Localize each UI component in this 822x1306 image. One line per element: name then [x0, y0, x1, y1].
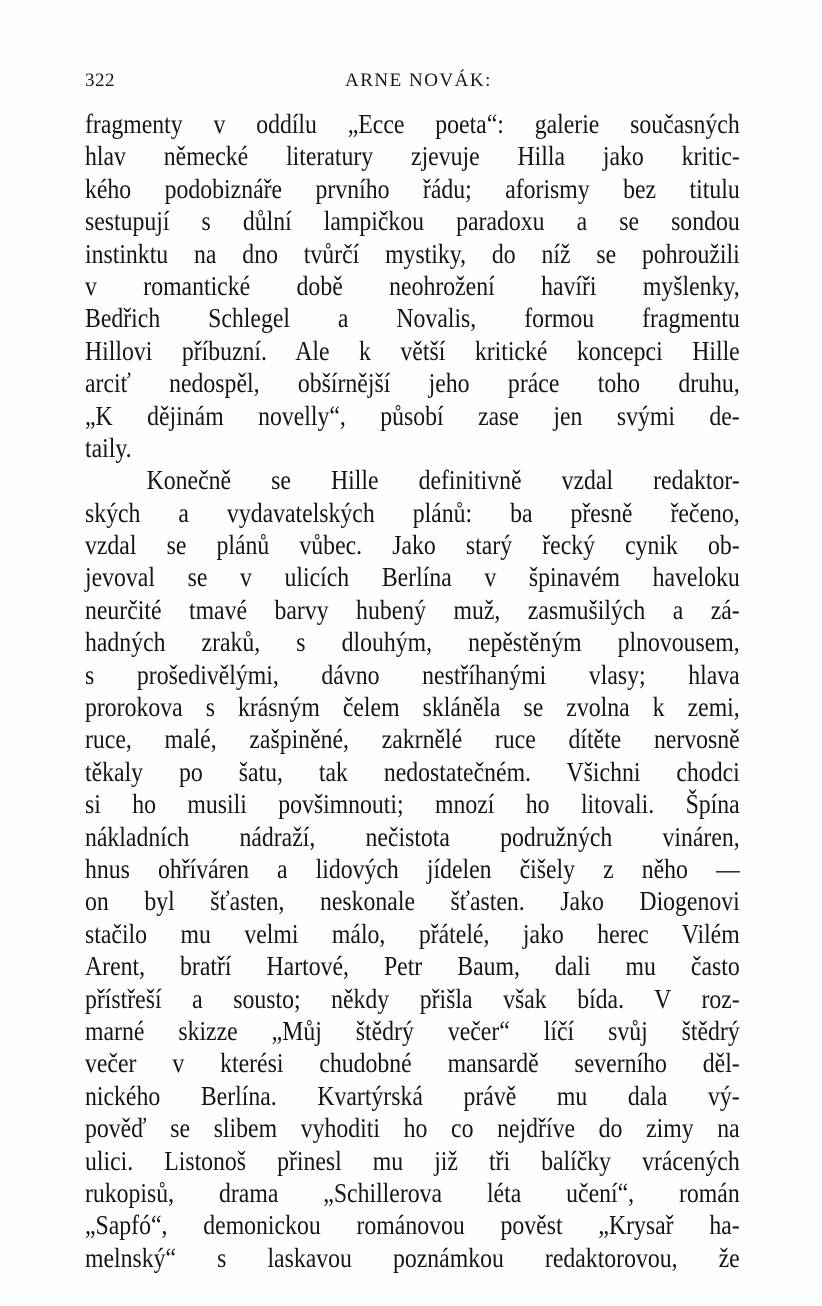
text-line: prorokova s krásným čelem skláněla se zvolna k zemi,	[85, 692, 740, 723]
text-line: neurčité tmavé barvy hubený muž, zasmušilých a zá-	[85, 594, 740, 625]
text-line: „K dějinám novelly“, působí zase jen svými de-	[85, 400, 740, 431]
text-line: večer v kterési chudobné mansardě severního děl-	[85, 1048, 740, 1079]
text-line: hlav německé literatury zjevuje Hilla jako kritic-	[85, 141, 740, 172]
text-line: sestupují s důlní lampičkou paradoxu a se sondou	[85, 206, 740, 237]
text-line: Hillovi příbuzní. Ale k větší kritické koncepci Hille	[85, 335, 740, 366]
text-line: taily.	[85, 432, 132, 463]
text-line: rukopisů, drama „Schillerova léta učení“, román	[85, 1177, 740, 1208]
text-line: si ho musili povšimnouti; mnozí ho litovali. Špína	[85, 789, 740, 820]
text-line: kého podobiznáře prvního řádu; aforismy bez titulu	[85, 173, 740, 204]
text-line: hadných zraků, s dlouhým, nepěstěným plnovousem,	[85, 627, 740, 658]
text-line: pověď se slibem vyhoditi ho co nejdříve do zimy na	[85, 1113, 740, 1144]
text-line: ruce, malé, zašpiněné, zakrnělé ruce dítěte nervosně	[85, 724, 740, 755]
text-line: Konečně se Hille definitivně vzdal redaktor-	[146, 465, 740, 496]
text-line: ských a vydavatelských plánů: ba přesně řečeno,	[85, 497, 740, 528]
text-line: hnus ohříváren a lidových jídelen čišely z něho —	[85, 853, 740, 884]
text-line: nákladních nádraží, nečistota podružných vináren,	[85, 821, 740, 852]
text-line: jevoval se v ulicích Berlína v špinavém haveloku	[85, 562, 740, 593]
running-head: ARNE NOVÁK:	[345, 70, 492, 91]
body-text	[85, 108, 740, 1274]
page-number: 322	[85, 70, 115, 91]
text-line: on byl šťasten, neskonale šťasten. Jako Diogenovi	[85, 886, 740, 917]
text-line: melnský“ s laskavou poznámkou redaktorovou, že	[85, 1242, 740, 1273]
text-line: ulici. Listonoš přinesl mu již tři balíčky vrácených	[85, 1145, 740, 1176]
text-line: arciť nedospěl, obšírnější jeho práce toho druhu,	[85, 368, 740, 399]
text-line: nického Berlína. Kvartýrská právě mu dala vý-	[85, 1080, 740, 1111]
text-line: fragmenty v oddílu „Ecce poeta“: galerie současných	[85, 109, 740, 139]
text-line: vzdal se plánů vůbec. Jako starý řecký cynik ob-	[85, 530, 740, 561]
text-line: Arent, bratří Hartové, Petr Baum, dali mu často	[85, 951, 740, 982]
text-line: v romantické době neohrožení havíři myšlenky,	[85, 270, 740, 301]
text-line: „Sapfó“, demonickou románovou pověst „Krysař ha-	[85, 1210, 740, 1241]
text-line: Bedřich Schlegel a Novalis, formou fragmentu	[85, 303, 740, 334]
text-line: přístřeší a sousto; někdy přišla však bída. V roz-	[85, 983, 740, 1014]
text-line: instinktu na dno tvůrčí mystiky, do níž se pohroužili	[85, 238, 740, 269]
text-line: těkaly po šatu, tak nedostatečném. Všichni chodci	[85, 756, 740, 787]
text-line: marné skizze „Můj štědrý večer“ líčí svůj štědrý	[85, 1015, 740, 1046]
text-line: s prošedivělými, dávno nestříhanými vlasy; hlava	[85, 659, 740, 690]
text-line: stačilo mu velmi málo, přátelé, jako herec Vilém	[85, 918, 740, 949]
